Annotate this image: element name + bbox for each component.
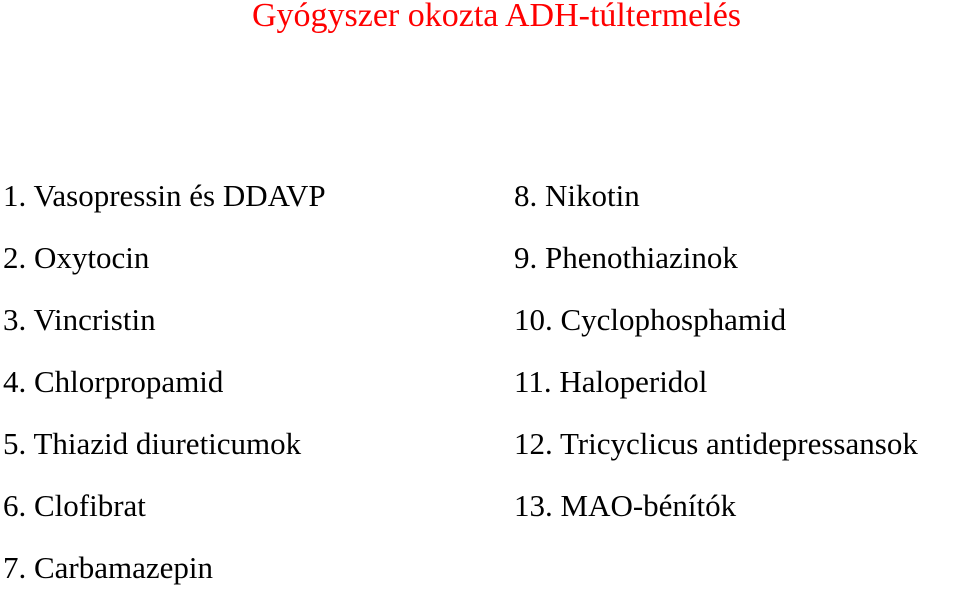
list-item: 8. Nikotin <box>514 178 640 213</box>
list-item: 12. Tricyclicus antidepressansok <box>514 426 918 461</box>
list-item: 13. MAO-bénítók <box>514 488 737 523</box>
slide-title: Gyógyszer okozta ADH-túltermelés <box>251 0 742 34</box>
list-item: 2. Oxytocin <box>3 240 150 275</box>
list-item: 4. Chlorpropamid <box>3 364 224 399</box>
list-item: 5. Thiazid diureticumok <box>3 426 302 461</box>
list-item: 9. Phenothiazinok <box>514 240 738 275</box>
drug-list-left <box>3 165 326 599</box>
list-item: 7. Carbamazepin <box>3 550 214 585</box>
list-item: 1. Vasopressin és DDAVP <box>3 178 326 213</box>
list-item: 6. Clofibrat <box>3 488 146 523</box>
list-item: 10. Cyclophosphamid <box>514 302 787 337</box>
drug-list-right <box>514 165 918 537</box>
list-item: 3. Vincristin <box>3 302 156 337</box>
list-item: 11. Haloperidol <box>514 364 708 399</box>
